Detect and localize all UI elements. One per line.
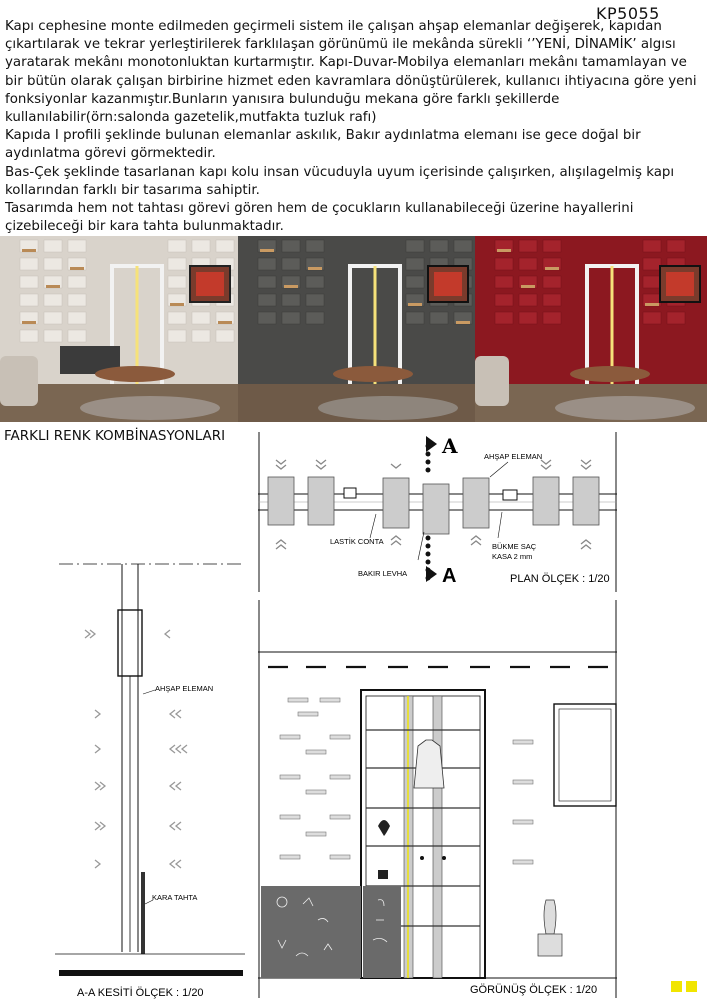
- section-label-kara: KARA TAHTA: [152, 893, 198, 902]
- render-white-wall: [0, 236, 238, 422]
- elevation-scale: GÖRÜNÜŞ ÖLÇEK : 1/20: [470, 984, 598, 996]
- project-code: KP5055: [596, 4, 660, 23]
- elevation-frame-right: [554, 704, 616, 806]
- plan-wood-elements: [268, 477, 599, 534]
- vase: [544, 900, 556, 934]
- section-label-ahsap: AHŞAP ELEMAN: [155, 684, 214, 693]
- plant: [378, 820, 390, 836]
- section-drawing: [55, 560, 245, 1000]
- plan-drawing: [258, 432, 617, 594]
- elevation-drawing: [258, 600, 617, 1000]
- chalkboard: [261, 886, 361, 978]
- hanging-coat: [414, 740, 444, 788]
- section-mark-bottom: A: [442, 565, 457, 587]
- plan-label-bukme: BÜKME SAÇ: [492, 542, 537, 551]
- render-grey-wall: [238, 236, 475, 422]
- coffee-table: [95, 366, 175, 382]
- plan-scale: PLAN ÖLÇEK : 1/20: [510, 573, 610, 585]
- section-scale: A-A KESİTİ ÖLÇEK : 1/20: [77, 987, 204, 999]
- plan-label-bakir: BAKIR LEVHA: [358, 569, 408, 578]
- plan-label-ahsap: AHŞAP ELEMAN: [484, 452, 543, 461]
- description-paragraph-4: Tasarımda hem not tahtası görevi gören hem de çocukların kullanabileceği üzerine hayallerini çizebileceği bir kara tahta bulunmaktadır.: [5, 201, 634, 235]
- rug: [80, 396, 220, 420]
- description-paragraph-2: Kapıda I profili şeklinde bulunan elemanlar askılık, Bakır aydınlatma elemanı ise gece doğal bir aydınlatma görevi görmektedir.: [5, 128, 641, 162]
- sofa: [0, 356, 38, 406]
- render-red-wall: [475, 236, 707, 422]
- description-text: [5, 18, 705, 236]
- plan-label-lastik: LASTİK CONTA: [330, 537, 384, 546]
- accent-square-2: [686, 981, 697, 992]
- door-vertical-profiles: [404, 696, 442, 978]
- render-title: FARKLI RENK KOMBİNASYONLARI: [4, 428, 226, 444]
- accent-square-1: [671, 981, 682, 992]
- description-paragraph-3: Bas-Çek şeklinde tasarlanan kapı kolu insan vücuduyla uyum içerisinde çalışırken, alışılagelmiş kapı kollarından farklı bir tasarıma sahiptir.: [5, 164, 675, 198]
- section-mark-top: A: [442, 434, 458, 458]
- description-paragraph-1: Kapı cephesine monte edilmeden geçirmeli sistem ile çalışan ahşap elemanlar değişerek, kapıdan çıkartılarak ve tekrar yerleştirilerek farklılaşan görünümü ile mekânda sürekli ‘’YENİ, DİNAMİK’ algısı yaratarak mekânı monotonluktan kurtarmıştır. Kapı-Duvar-Mobilya elemanları mekânı tamamlayan ve bir bütün olarak çalışan birbirine hizmet eden kavramlara dönüştürülerek, kullanıcı ihtiyacına göre yeni fonksiyonlar kazanmıştır.Bunların yanısıra bulunduğu mekana göre farklı şekillerde kullanılabilir(örn:salonda gazetelik,mutfakta tuzluk rafı): [5, 19, 697, 126]
- plan-label-kasa: KASA 2 mm: [492, 552, 533, 561]
